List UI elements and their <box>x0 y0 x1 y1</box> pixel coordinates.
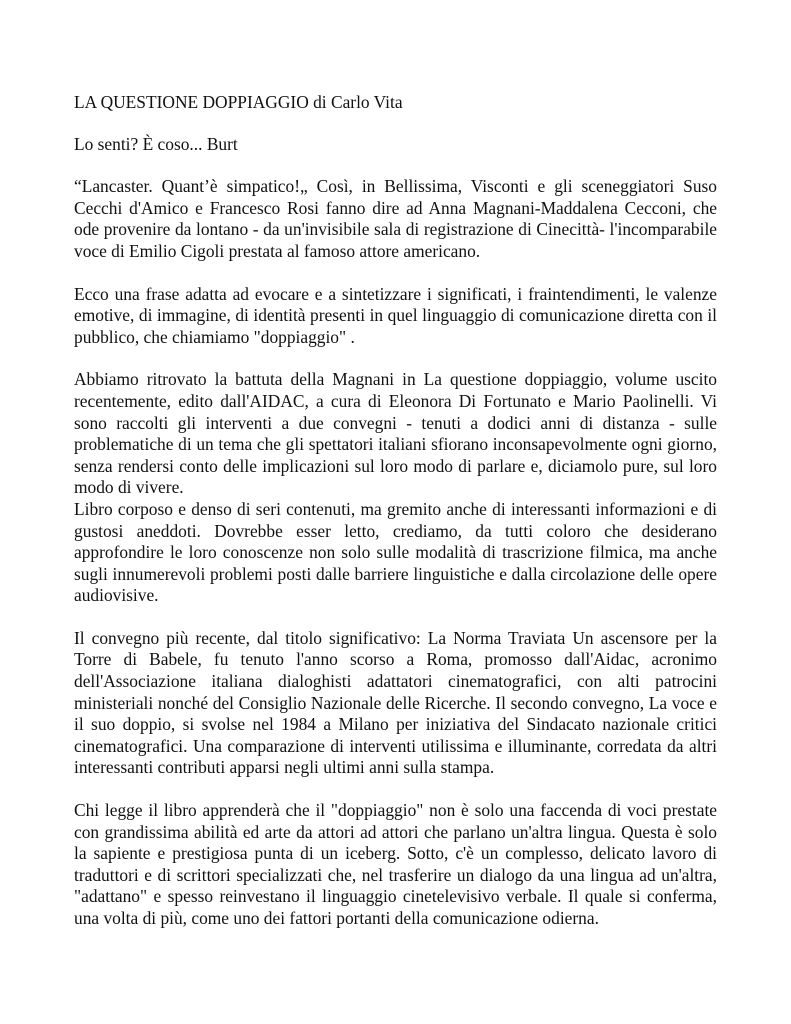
document-subtitle: Lo senti? È coso... Burt <box>74 133 238 154</box>
document-page <box>74 92 717 930</box>
paragraph-evocation: Ecco una frase adatta ad evocare e a sintetizzare i significati, i fraintendimenti, le valenze emotive, di immagine, di identità presenti in quel linguaggio di comunicazione diretta con il pubblico, che chiamiamo "doppiaggio" . <box>74 283 717 347</box>
paragraph-intro-quote: “Lancaster. Quant’è simpatico!„ Così, in Bellissima, Visconti e gli sceneggiatori Suso Cecchi d'Amico e Francesco Rosi fanno dire ad Anna Magnani-Maddalena Cecconi, che ode provenire da lontano - da un'invisibile sala di registrazione di Cinecittà- l'incomparabile voce di Emilio Cigoli prestata al famoso attore americano. <box>74 176 717 261</box>
paragraph-dubbing-explained: Chi legge il libro apprenderà che il "doppiaggio" non è solo una faccenda di voci prestate con grandissima abilità ed arte da attori ad attori che parlano un'altra lingua. Questa è solo la sapiente e prestigiosa punta di un iceberg. Sotto, c'è un complesso, delicato lavoro di traduttori e di scrittori specializzati che, nel trasferire un dialogo da una lingua ad un'altra, "adattano" e spesso reinvestano il linguaggio cinetelevisivo verbale. Il quale si conferma, una volta di più, come uno dei fattori portanti della comunicazione odierna. <box>74 800 717 928</box>
paragraph-book-description: Libro corposo e denso di seri contenuti, ma gremito anche di interessanti informazioni e di gustosi aneddoti. Dovrebbe esser letto, crediamo, da tutti coloro che desiderano approfondire le loro conoscenze non solo sulle modalità di trascrizione filmica, ma anche sugli innumerevoli problemi posti dalle barriere linguistiche e dalla circolazione delle opere audiovisive. <box>74 498 717 606</box>
paragraph-book-found: Abbiamo ritrovato la battuta della Magnani in La questione doppiaggio, volume uscito recentemente, edito dall'AIDAC, a cura di Eleonora Di Fortunato e Mario Paolinelli. Vi sono raccolti gli interventi a due convegni - tenuti a dodici anni di distanza - sulle problematiche di un tema che gli spettatori italiani sfiorano inconsapevolmente ogni giorno, senza rendersi conto delle implicazioni sul loro modo di parlare e, diciamolo pure, sul loro modo di vivere. <box>74 369 717 498</box>
document-title: LA QUESTIONE DOPPIAGGIO di Carlo Vita <box>74 92 403 112</box>
paragraph-conventions: Il convegno più recente, dal titolo significativo: La Norma Traviata Un ascensore per la Torre di Babele, fu tenuto l'anno scorso a Roma, promosso dall'Aidac, acronimo dell'Associazione italiana dialoghisti adattatori cinematografici, con alti patrocini ministeriali nonché del Consiglio Nazionale delle Ricerche. Il secondo convegno, La voce e il suo doppio, si svolse nel 1984 a Milano per iniziativa del Sindacato nazionale critici cinematografici. Una comparazione di interventi utilissima e illuminante, corredata da altri interessanti contributi apparsi negli ultimi anni sulla stampa. <box>74 627 717 778</box>
